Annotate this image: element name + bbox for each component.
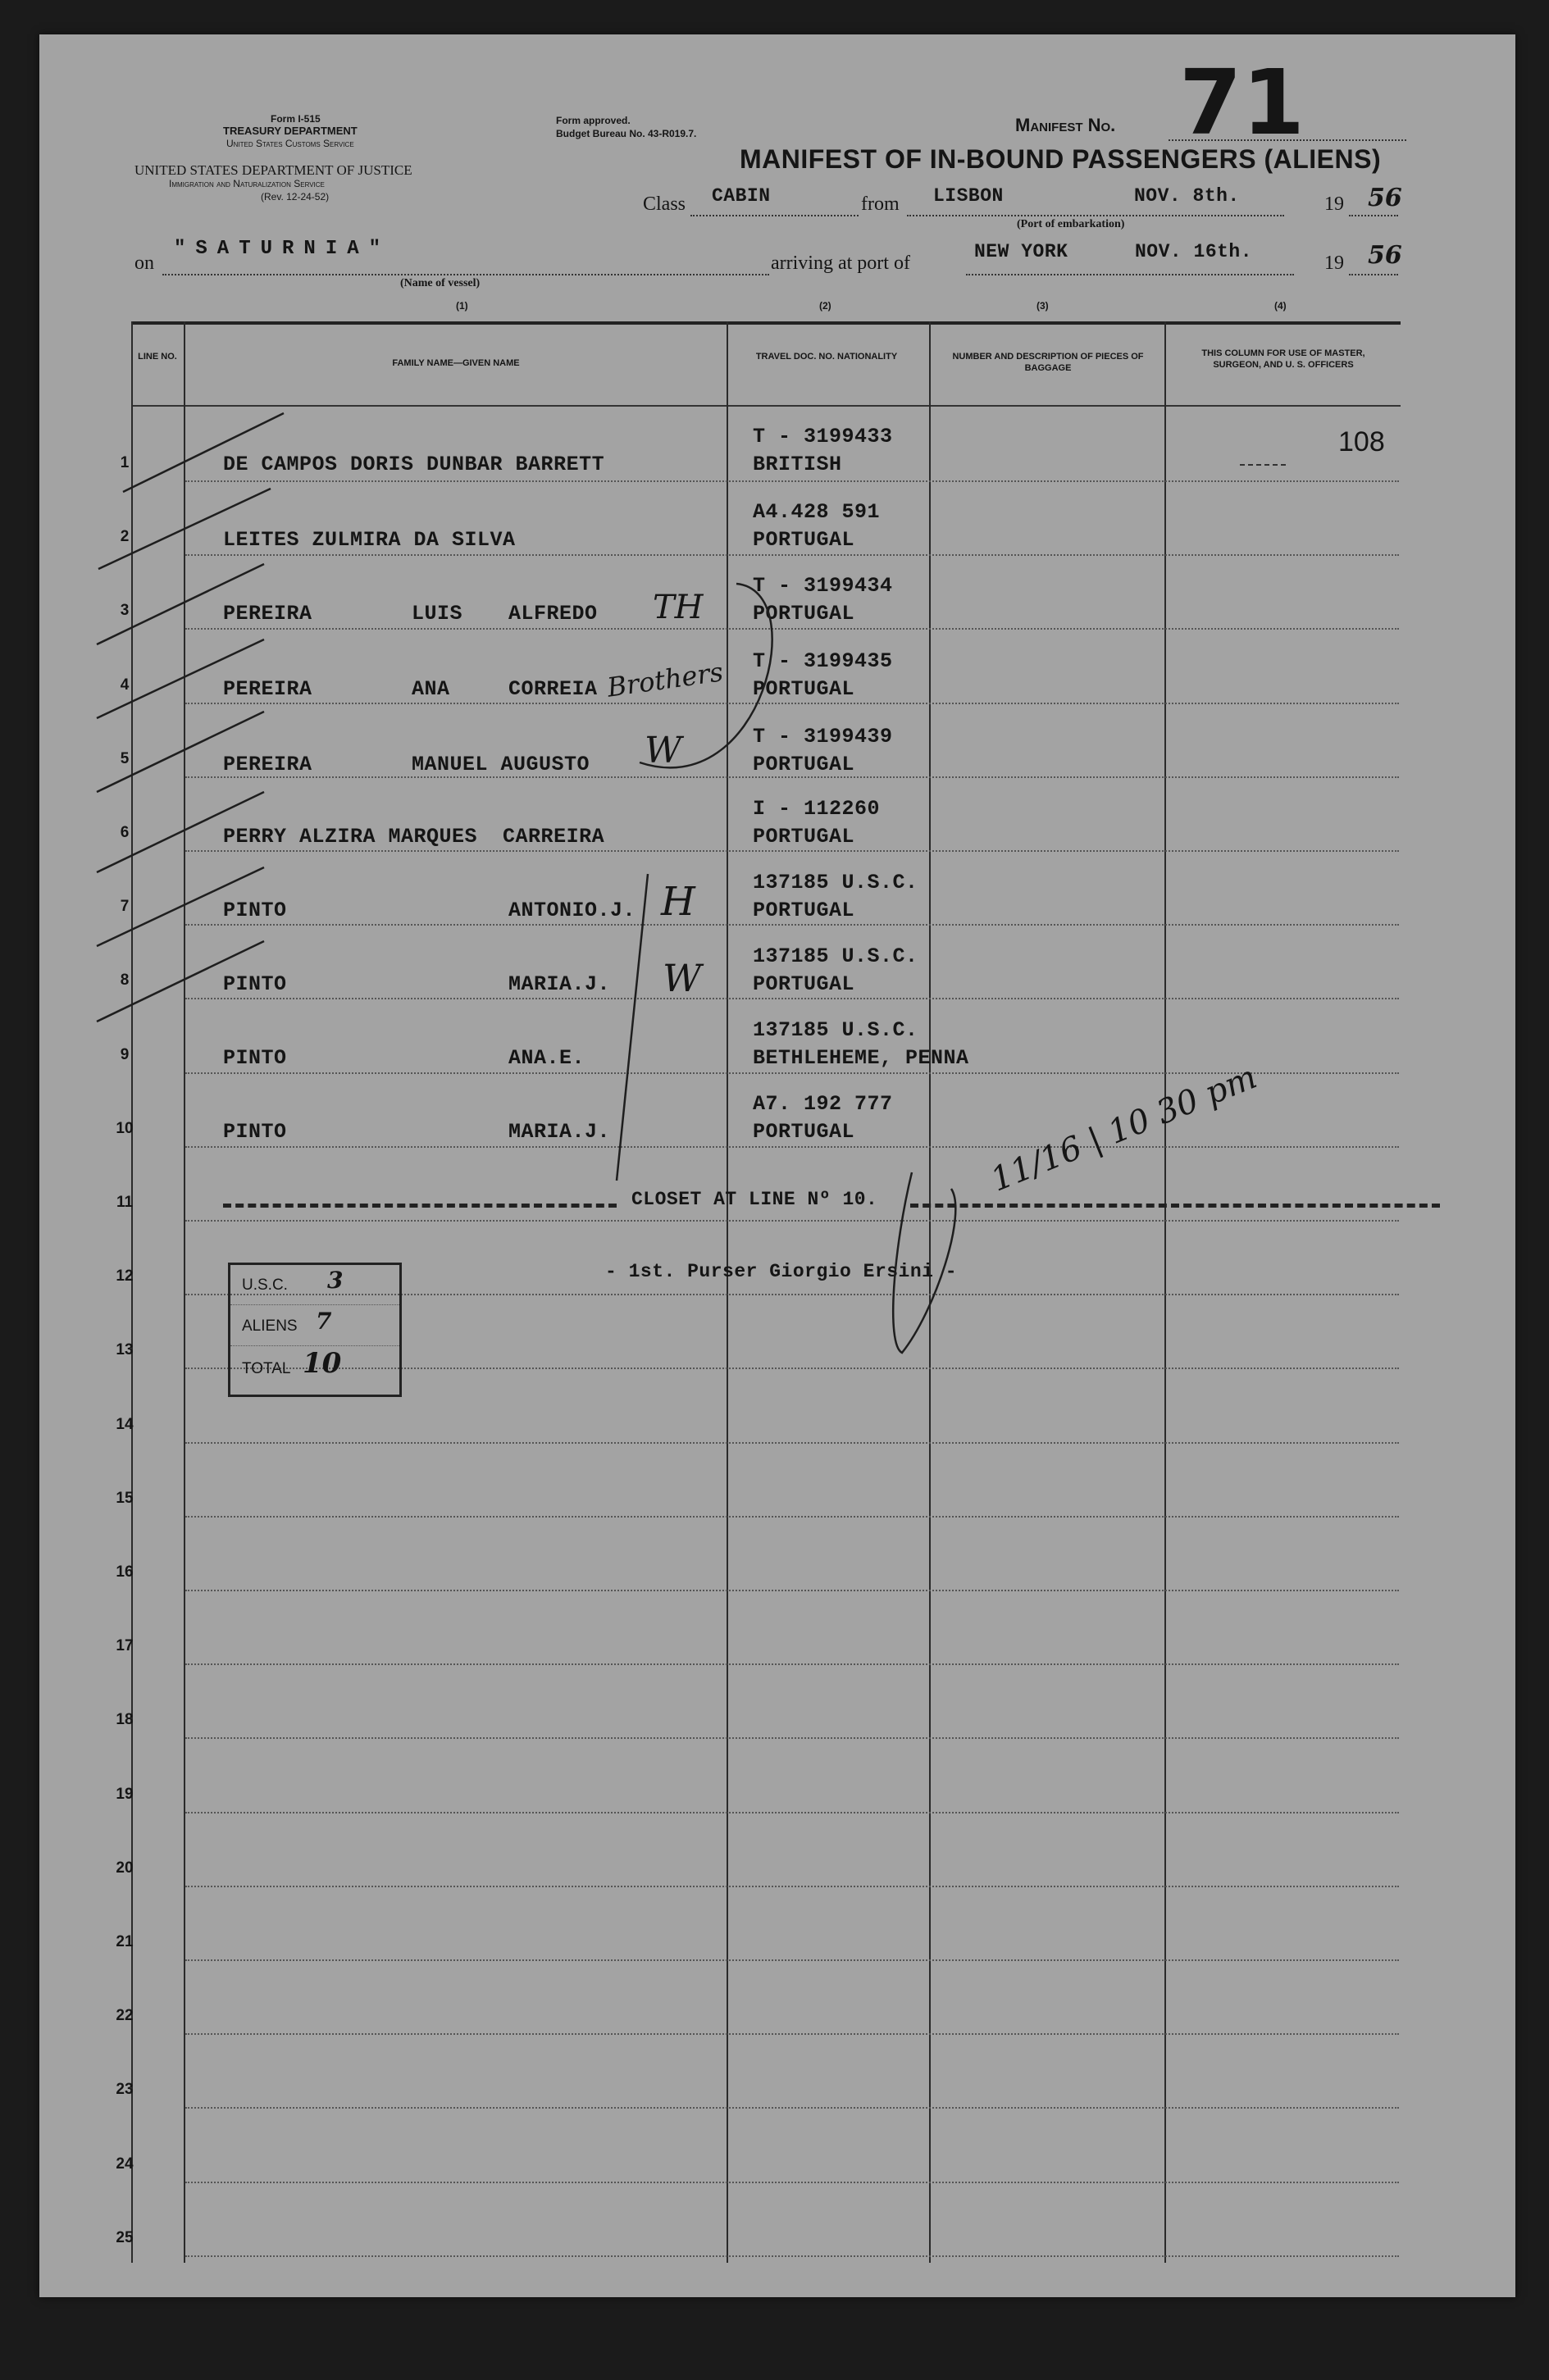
family-name: PEREIRA: [223, 753, 312, 776]
row-rule: [185, 2182, 1399, 2183]
nationality: PORTUGAL: [753, 753, 855, 776]
line-number: 20: [116, 1859, 134, 1877]
travel-doc-no: 137185 U.S.C.: [753, 944, 918, 968]
arrival-port: NEW YORK: [974, 241, 1068, 262]
class-value: CABIN: [712, 185, 771, 207]
given-name: ANA: [412, 677, 450, 701]
line-number: 16: [116, 1563, 134, 1581]
manifest-page: [39, 34, 1515, 2297]
total-count: 10: [303, 1347, 342, 1380]
travel-doc-no: T - 3199433: [753, 425, 893, 448]
line-number: 25: [116, 2229, 134, 2246]
line-number: 13: [116, 1341, 134, 1358]
travel-doc-no: I - 112260: [753, 797, 881, 821]
given-name: MARIA.J.: [508, 972, 611, 996]
row-rule: [185, 776, 1399, 778]
nationality: BETHLEHEME, PENNA: [753, 1046, 969, 1070]
line-number: 3: [120, 602, 130, 619]
year-line-1: [1349, 215, 1398, 216]
nationality: BRITISH: [753, 453, 842, 476]
budget-bureau: Budget Bureau No. 43-R019.7.: [556, 128, 697, 139]
ins-service: Immigration and Naturalization Service: [169, 178, 325, 189]
year-line-2: [1349, 274, 1398, 275]
depart-year: 56: [1368, 184, 1402, 212]
port-embarkation-note: (Port of embarkation): [1017, 218, 1125, 230]
given-name: CORREIA: [508, 677, 598, 701]
line-number: 21: [116, 1933, 134, 1950]
stamp-divider: [230, 1345, 399, 1346]
usc-count: 3: [327, 1267, 344, 1294]
travel-doc-no: A4.428 591: [753, 500, 881, 524]
form-approved: Form approved.: [556, 115, 631, 126]
purser-signature: - 1st. Purser Giorgio Ersini -: [605, 1261, 958, 1282]
from-line: [907, 215, 1284, 216]
vessel-line: [162, 274, 769, 275]
line-number: 10: [116, 1120, 134, 1137]
depart-date: NOV. 8th.: [1134, 185, 1240, 207]
row-rule: [185, 1959, 1399, 1961]
row-rule: [185, 2107, 1399, 2109]
row-rule: [185, 1146, 1399, 1148]
line-number: 8: [120, 972, 130, 989]
header-line-no: LINE NO.: [138, 352, 177, 362]
rule-line-col: [184, 321, 185, 2263]
on-label: on: [134, 253, 154, 274]
col-num-4: (4): [1274, 300, 1287, 312]
row-rule: [185, 2033, 1399, 2035]
line-number: 23: [116, 2081, 134, 2098]
given-name: MANUEL AUGUSTO: [412, 753, 590, 776]
line-number: 4: [120, 676, 130, 694]
travel-doc-no: T - 3199439: [753, 725, 893, 749]
family-name: PINTO: [223, 1120, 287, 1144]
passenger-name: PERRY ALZIRA MARQUES CARREIRA: [223, 825, 605, 849]
travel-doc-no: T - 3199435: [753, 649, 893, 673]
row-rule: [185, 1590, 1399, 1591]
count-stamp: [228, 1263, 402, 1397]
line-number: 12: [116, 1267, 134, 1285]
given-name: ANA.E.: [508, 1046, 585, 1070]
form-number: Form I-515: [271, 113, 321, 125]
handwritten-h: H: [661, 879, 695, 925]
nationality: PORTUGAL: [753, 602, 855, 626]
travel-doc-no: T - 3199434: [753, 574, 893, 598]
aliens-count: 7: [316, 1308, 332, 1335]
line-number: 6: [120, 824, 130, 841]
header-family-name: FAMILY NAME—GIVEN NAME: [392, 358, 520, 368]
line-number: 7: [120, 898, 130, 915]
family-name: PEREIRA: [223, 602, 312, 626]
line-number: 24: [116, 2155, 134, 2173]
family-name: PINTO: [223, 899, 287, 922]
rule-name-col: [727, 321, 728, 2263]
travel-doc-no: 137185 U.S.C.: [753, 871, 918, 894]
row-rule: [185, 850, 1399, 852]
family-name: PINTO: [223, 972, 287, 996]
row-rule: [185, 1737, 1399, 1739]
handwritten-w: W: [645, 730, 682, 771]
row-rule: [185, 1886, 1399, 1887]
travel-doc-no: A7. 192 777: [753, 1092, 893, 1116]
row-rule: [185, 924, 1399, 926]
arriving-label: arriving at port of: [771, 253, 910, 274]
col-num-3: (3): [1036, 300, 1049, 312]
header-bottom-rule: [131, 405, 1401, 407]
nationality: PORTUGAL: [753, 1120, 855, 1144]
revision: (Rev. 12-24-52): [261, 191, 330, 203]
row-rule: [185, 480, 1399, 482]
closing-dash-left: [223, 1204, 617, 1208]
manifest-number: 71: [1179, 50, 1305, 155]
total-label: TOTAL: [242, 1360, 291, 1377]
handwritten-th: TH: [653, 589, 704, 626]
row-rule: [185, 998, 1399, 999]
row-rule: [185, 1442, 1399, 1444]
arrival-year: 56: [1368, 241, 1402, 270]
handwritten-brothers: Brothers: [605, 656, 726, 703]
nationality: PORTUGAL: [753, 972, 855, 996]
row-rule: [185, 1812, 1399, 1813]
officer-dash: [1240, 464, 1286, 466]
nationality: PORTUGAL: [753, 899, 855, 922]
class-line: [690, 215, 859, 216]
vessel-name: "SATURNIA": [174, 238, 391, 260]
aliens-label: ALIENS: [242, 1317, 298, 1335]
justice-department: UNITED STATES DEPARTMENT OF JUSTICE: [134, 162, 412, 178]
header-baggage: NUMBER AND DESCRIPTION OF PIECES OF BAGGAGE: [952, 352, 1144, 373]
line-number: 14: [116, 1416, 134, 1433]
given-name: ALFREDO: [508, 602, 598, 626]
inspector-annotation: 11/16 | 10 30 pm: [986, 1058, 1263, 1199]
from-label: from: [861, 193, 900, 215]
given-name: LUIS: [412, 602, 463, 626]
manifest-title: MANIFEST OF IN-BOUND PASSENGERS (ALIENS): [740, 144, 1382, 174]
rule-doc-col: [929, 321, 931, 2263]
line-number: 22: [116, 2007, 134, 2024]
treasury-department: TREASURY DEPARTMENT: [223, 125, 358, 137]
travel-doc-no: 137185 U.S.C.: [753, 1018, 918, 1042]
stamp-divider: [230, 1304, 399, 1305]
row-rule: [185, 554, 1399, 556]
row-rule: [185, 1220, 1399, 1222]
arrival-line: [966, 274, 1294, 275]
line-number: 2: [120, 528, 130, 545]
line-number: 1: [120, 454, 130, 471]
nationality: PORTUGAL: [753, 528, 855, 552]
line-number: 11: [116, 1194, 134, 1211]
header-travel-doc: TRAVEL DOC. NO. NATIONALITY: [755, 352, 898, 362]
passenger-name: LEITES ZULMIRA DA SILVA: [223, 528, 516, 552]
customs-service: United States Customs Service: [226, 138, 354, 149]
closing-dash-right: [910, 1204, 1440, 1208]
col-num-2: (2): [819, 300, 831, 312]
family-name: PEREIRA: [223, 677, 312, 701]
line-number: 19: [116, 1786, 134, 1803]
line-number: 17: [116, 1637, 134, 1654]
handwritten-w2: W: [663, 956, 702, 1000]
closing-text: CLOSET AT LINE Nº 10.: [631, 1189, 878, 1210]
class-label: Class: [643, 193, 686, 215]
usc-label: U.S.C.: [242, 1276, 288, 1294]
rule-baggage-col: [1164, 321, 1166, 2263]
given-name: ANTONIO.J.: [508, 899, 636, 922]
col-num-1: (1): [456, 300, 468, 312]
table-top-rule: [131, 321, 1401, 325]
row-rule: [185, 1516, 1399, 1518]
row-rule: [185, 703, 1399, 704]
row-rule: [185, 2255, 1399, 2257]
officer-note: 108: [1338, 426, 1385, 457]
from-value: LISBON: [933, 185, 1004, 207]
line-number: 15: [116, 1490, 134, 1507]
header-officers: THIS COLUMN FOR USE OF MASTER, SURGEON, AND U. S. OFFICERS: [1201, 348, 1365, 370]
family-name: PINTO: [223, 1046, 287, 1070]
vessel-note: (Name of vessel): [400, 277, 481, 289]
arrival-date: NOV. 16th.: [1135, 241, 1253, 262]
row-rule: [185, 1663, 1399, 1665]
row-rule: [185, 628, 1399, 630]
given-name: MARIA.J.: [508, 1120, 611, 1144]
year-prefix-1: 19: [1324, 193, 1344, 215]
nationality: PORTUGAL: [753, 677, 855, 701]
nationality: PORTUGAL: [753, 825, 855, 849]
passenger-name: DE CAMPOS DORIS DUNBAR BARRETT: [223, 453, 605, 476]
line-number: 18: [116, 1711, 134, 1728]
line-number: 9: [120, 1046, 130, 1063]
year-prefix-2: 19: [1324, 253, 1344, 274]
manifest-no-label: Manifest No.: [1015, 115, 1116, 135]
line-number: 5: [120, 750, 130, 767]
